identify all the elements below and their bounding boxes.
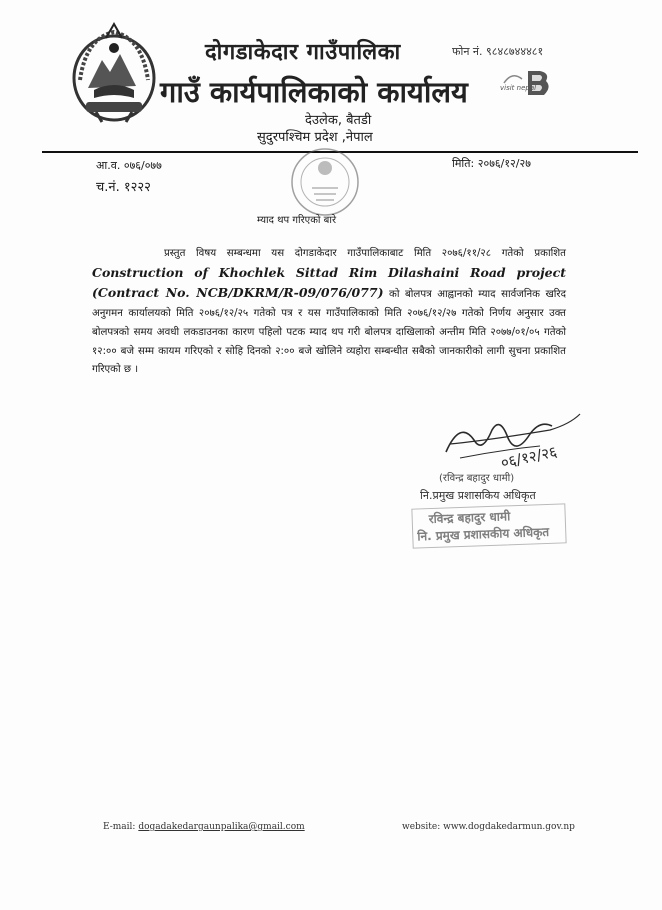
designation-stamp <box>411 503 566 548</box>
stamp-name: रविन्द्र बहादुर धामी <box>428 509 511 527</box>
handwritten-signature-icon <box>430 400 600 472</box>
body-part-1: प्रस्तुत विषय सम्बन्धमा यस दोगडाकेदार गाउँपालिकाबाट मिति २०७६/११/२८ गतेको प्रकाशित <box>164 248 566 259</box>
signer-name: (रविन्द्र बहादुर धामी) <box>439 473 515 484</box>
signer-title: नि.प्रमुख प्रशासकिय अधिकृत <box>420 489 536 502</box>
phone-number: फोन नं. ९८४८७४४४८१ <box>452 45 544 58</box>
logo-caption: visit nepal <box>500 84 537 92</box>
footer-email <box>103 822 305 832</box>
address-line-1: देउलेक, बैतडी <box>305 113 372 128</box>
letter-subject: म्याद थप गरिएको बारे <box>257 215 337 226</box>
signature-date: ०६/१२/२६ <box>499 442 559 472</box>
email-label: E-mail: <box>103 822 139 832</box>
body-part-2: को बोलपत्र आह्वानको म्याद सार्वजनिक खरिद अनुगमन कार्यालयको मिति २०७६/१२/२५ गतेको पत्र र यस गाउँपालिकाको मिति २०७६/१२/२७ गतेको निर्णय अनुसार उक्त बोलपत्रको समय अवधी लकडाउनका कारण पहिलो पटक म्याद थप गरी बोलपत्र दाखिलाको अन्तीम मिति २०७७/०१/०५ गतेको १२:०० बजे सम्म कायम गरिएको र सोहि दिनको २:०० बजे खोलिने व्यहोरा सम्बन्धीत सबैको जानकारीको लागी सुचना प्रकाशित गरिएको छ । <box>92 289 566 376</box>
reference-number: च.नं. १२२२ <box>96 180 151 195</box>
nepal-emblem-icon <box>66 18 162 128</box>
letter-date: मिति: २०७६/१२/२७ <box>452 157 531 170</box>
address-line-2: सुदुरपश्चिम प्रदेश ,नेपाल <box>257 130 373 145</box>
visit-nepal-logo-icon <box>500 65 554 101</box>
footer-website[interactable]: website: www.dogdakedarmun.gov.np <box>402 822 575 832</box>
municipality-name: दोगडाकेदार गाउँपालिका <box>205 40 401 65</box>
email-link[interactable]: dogadakedargaunpalika@gmail.com <box>138 822 305 832</box>
stamp-title: नि. प्रमुख प्रशासकीय अधिकृत <box>417 524 550 544</box>
fiscal-year: आ.व. ०७६/०७७ <box>96 159 162 172</box>
office-name: गाउँ कार्यपालिकाको कार्यालय <box>160 75 468 109</box>
office-seal-icon <box>286 142 364 222</box>
project-title: Construction of Khochlek Sittad Rim Dilashaini Road project (Contract No. NCB/DKRM/R-09/076/077) <box>92 264 566 301</box>
letter-body <box>92 245 566 380</box>
